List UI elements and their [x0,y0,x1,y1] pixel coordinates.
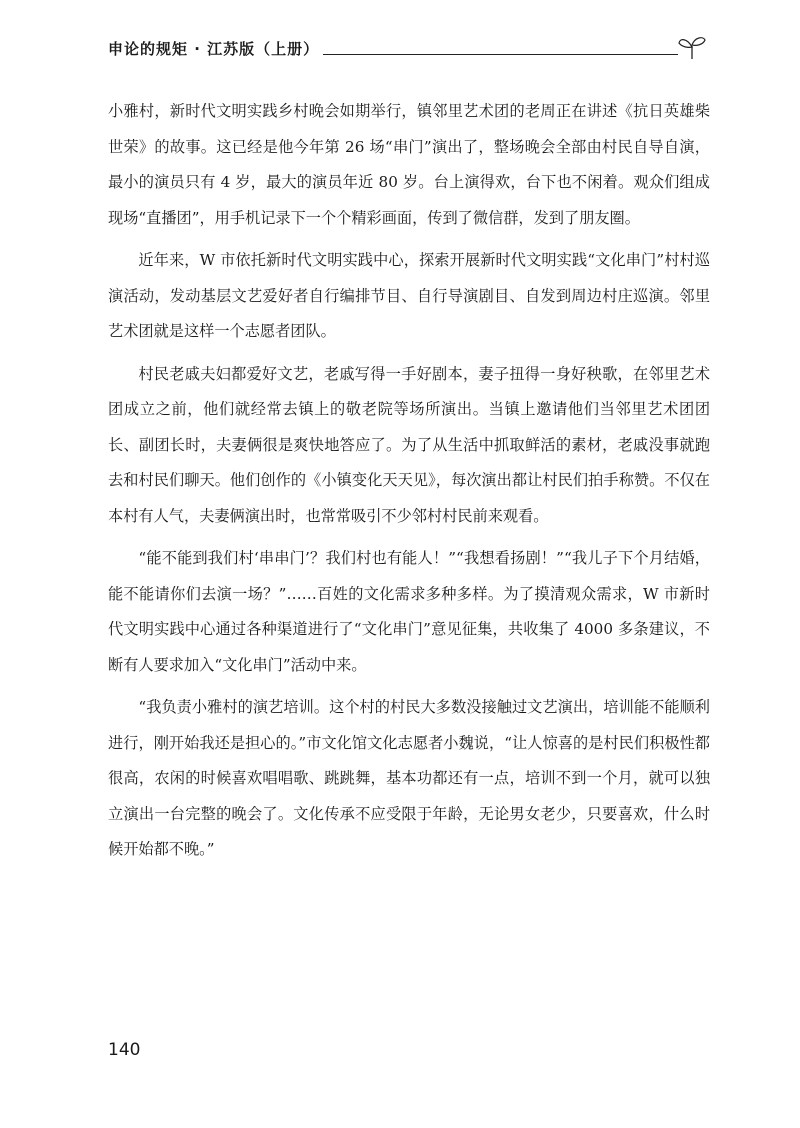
running-header [108,34,708,64]
book-title: 申论的规矩 · 江苏版（上册） [108,40,320,58]
sprout-icon [676,34,708,60]
paragraph: 近年来，W 市依托新时代文明实践中心，探索开展新时代文明实践“文化串门”村村巡演活动，发动基层文艺爱好者自行编排节目、自行导演剧目、自发到周边村庄巡演。邻里艺术团就是这样一个志愿者团队。 [108,251,710,340]
paragraph: “能不能到我们村‘串串门’？我们村也有能人！”“我想看扬剧！”“我儿子下个月结婚，能不能请你们去演一场？”……百姓的文化需求多种多样。为了摸清观众需求，W 市新时代文明实践中心通过各种渠道进行了“文化串门”意见征集，共收集了 4000 多条建议，不断有人要求加入“文化串门”活动中来。 [108,549,710,674]
body-text [108,94,710,875]
paragraph: 小雅村，新时代文明实践乡村晚会如期举行，镇邻里艺术团的老周正在讲述《抗日英雄柴世荣》的故事。这已经是他今年第 26 场“串门”演出了，整场晚会全部由村民自导自演，最小的演员只有 4 岁，最大的演员年近 80 岁。台上演得欢，台下也不闲着。观众们组成现场“直播团”，用手机记录下一个个精彩画面，传到了微信群，发到了朋友圈。 [108,102,710,227]
header-rule [323,54,678,55]
page-number: 140 [108,1040,141,1060]
paragraph: “我负责小雅村的演艺培训。这个村的村民大多数没接触过文艺演出，培训能不能顺利进行，刚开始我还是担心的。”市文化馆文化志愿者小魏说，“让人惊喜的是村民们积极性都很高，农闲的时候喜欢唱唱歌、跳跳舞，基本功都还有一点，培训不到一个月，就可以独立演出一台完整的晚会了。文化传承不应受限于年龄，无论男女老少，只要喜欢，什么时候开始都不晚。” [108,698,710,858]
paragraph: 村民老戚夫妇都爱好文艺，老戚写得一手好剧本，妻子扭得一身好秧歌，在邻里艺术团成立之前，他们就经常去镇上的敬老院等场所演出。当镇上邀请他们当邻里艺术团团长、副团长时，夫妻俩很是爽快地答应了。为了从生活中抓取鲜活的素材，老戚没事就跑去和村民们聊天。他们创作的《小镇变化天天见》，每次演出都让村民们拍手称赞。不仅在本村有人气，夫妻俩演出时，也常常吸引不少邻村村民前来观看。 [108,364,710,525]
